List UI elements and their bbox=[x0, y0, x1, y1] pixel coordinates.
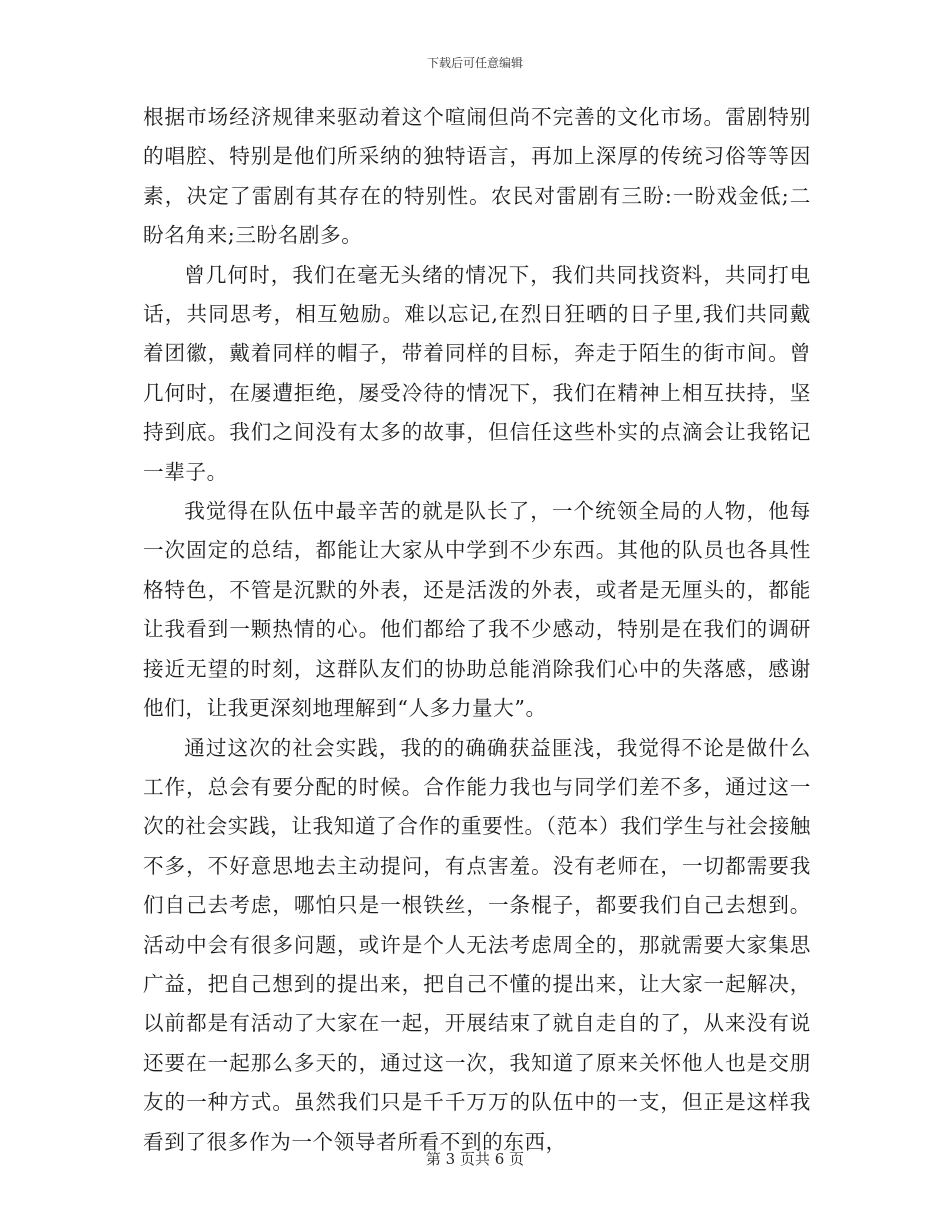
page-header: 下载后可任意编辑 bbox=[426, 56, 523, 70]
paragraph-2: 曾几何时，我们在毫无头绪的情况下，我们共同找资料，共同打电话，共同思考，相互勉励。难以忘记,在烈日狂晒的日子里,我们共同戴着团徽，戴着同样的帽子，带着同样的目标，奔走于陌生的街市间。曾几何时，在屡遭拒绝，屡受冷待的情况下，我们在精神上相互扶持，坚持到底。我们之间没有太多的故事，但信任这些朴实的点滴会让我铭记一辈子。 bbox=[143, 262, 811, 484]
document-body bbox=[143, 98, 811, 1162]
paragraph-1: 根据市场经济规律来驱动着这个喧闹但尚不完善的文化市场。雷剧特别的唱腔、特别是他们所采纳的独特语言，再加上深厚的传统习俗等等因素，决定了雷剧有其存在的特别性。农民对雷剧有三盼:一盼戏金低;二盼名角来;三盼名剧多。 bbox=[143, 105, 811, 248]
paragraph-3: 我觉得在队伍中最辛苦的就是队长了，一个统领全局的人物，他每一次固定的总结，都能让大家从中学到不少东西。其他的队员也各具性格特色，不管是沉默的外表，还是活泼的外表，或者是无厘头的，都能让我看到一颗热情的心。他们都给了我不少感动，特别是在我们的调研接近无望的时刻，这群队友们的协助总能消除我们心中的失落感，感谢他们，让我更深刻地理解到“人多力量大”。 bbox=[143, 499, 811, 721]
page-footer: 第 3 页共 6 页 bbox=[425, 1150, 525, 1168]
paragraph-4: 通过这次的社会实践，我的的确确获益匪浅，我觉得不论是做什么工作，总会有要分配的时候。合作能力我也与同学们差不多，通过这一次的社会实践，让我知道了合作的重要性。（范本）我们学生与社会接触不多，不好意思地去主动提问，有点害羞。没有老师在，一切都需要我们自己去考虑，哪怕只是一根铁丝，一条棍子，都要我们自己去想到。活动中会有很多问题，或许是个人无法考虑周全的，那就需要大家集思广益，把自己想到的提出来，把自己不懂的提出来，让大家一起解决，以前都是有活动了大家在一起，开展结束了就自走自的了，从来没有说还要在一起那么多天的，通过这一次，我知道了原来关怀他人也是交朋友的一种方式。虽然我们只是千千万万的队伍中的一支，但正是这样我看到了很多作为一个领导者所看不到的东西， bbox=[143, 735, 811, 1154]
